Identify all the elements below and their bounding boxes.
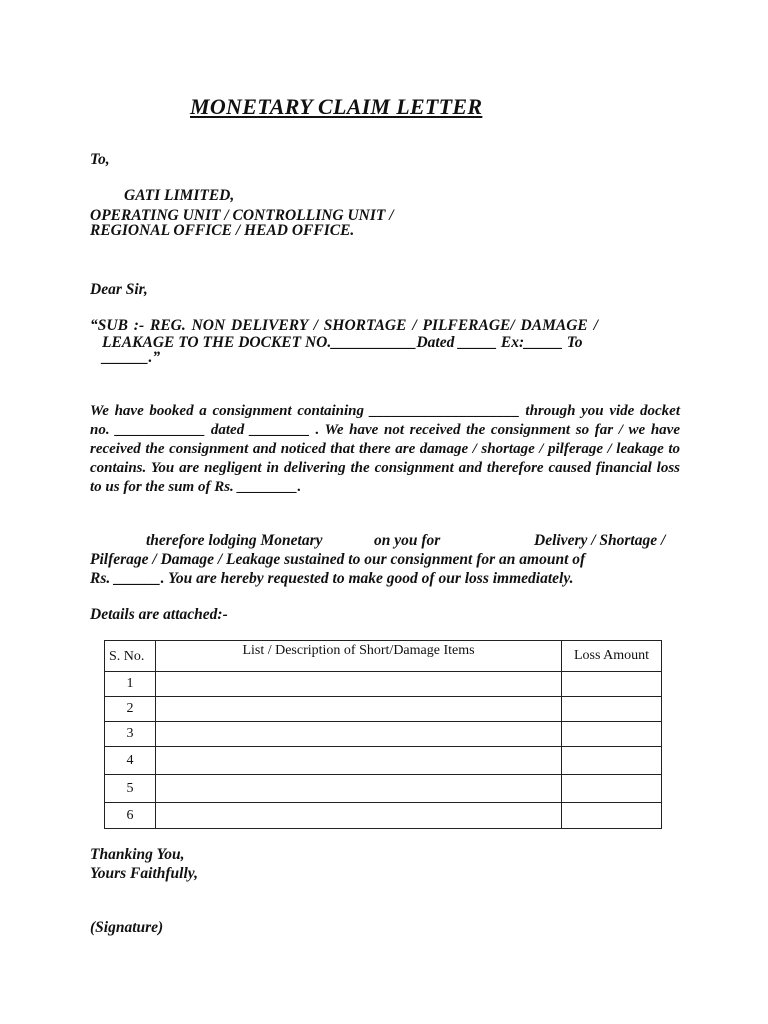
row-loss-amount <box>562 803 662 829</box>
page-title: MONETARY CLAIM LETTER <box>190 94 483 119</box>
table-row <box>105 722 662 747</box>
paragraph2-part2: on you for <box>374 532 441 549</box>
closing-yours: Yours Faithfully, <box>90 865 198 882</box>
row-loss-amount <box>562 697 662 722</box>
row-description <box>156 697 562 722</box>
items-table <box>104 640 662 829</box>
row-loss-amount <box>562 722 662 747</box>
row-number: 1 <box>105 672 156 697</box>
to-label: To, <box>90 151 110 168</box>
row-loss-amount <box>562 672 662 697</box>
salutation: Dear Sir, <box>90 281 148 298</box>
row-number: 2 <box>105 697 156 722</box>
subject-line-2: LEAKAGE TO THE DOCKET NO.___________Dated _____ Ex:_____ To <box>102 334 583 351</box>
paragraph2-line2: Pilferage / Damage / Leakage sustained to our consignment for an amount of <box>90 551 586 568</box>
table-row <box>105 747 662 775</box>
table-row <box>105 775 662 803</box>
address-line-1: GATI LIMITED, <box>124 187 235 204</box>
table-row <box>105 697 662 722</box>
row-description <box>156 672 562 697</box>
paragraph2-line3: Rs. ______. You are hereby requested to make good of our loss immediately. <box>90 570 574 587</box>
row-number: 4 <box>105 747 156 775</box>
header-description: List / Description of Short/Damage Items <box>156 641 562 672</box>
paragraph2-part1: therefore lodging Monetary <box>146 532 323 549</box>
row-description <box>156 775 562 803</box>
row-number: 3 <box>105 722 156 747</box>
table-header-row <box>105 641 662 672</box>
row-loss-amount <box>562 775 662 803</box>
row-loss-amount <box>562 747 662 775</box>
row-description <box>156 722 562 747</box>
closing-thanks: Thanking You, <box>90 846 185 863</box>
table-row <box>105 672 662 697</box>
subject-line-1: “SUB :- REG. NON DELIVERY / SHORTAGE / PILFERAGE/ DAMAGE / <box>90 317 598 334</box>
header-sno: S. No. <box>105 641 156 672</box>
row-description <box>156 803 562 829</box>
table-row <box>105 803 662 829</box>
row-description <box>156 747 562 775</box>
header-loss-amount: Loss Amount <box>562 641 662 672</box>
row-number: 6 <box>105 803 156 829</box>
address-line-2: OPERATING UNIT / CONTROLLING UNIT / <box>90 207 394 224</box>
details-label: Details are attached:- <box>90 606 228 623</box>
subject-line-3: ______.” <box>102 349 161 366</box>
row-number: 5 <box>105 775 156 803</box>
signature-label: (Signature) <box>90 919 164 936</box>
paragraph2-part3: Delivery / Shortage / <box>534 532 666 549</box>
paragraph-claim-details: We have booked a consignment containing ____________________ through you vide docket no. ____________ dated ________ . We have not received the consignment so far / we have received the consignment and noticed that there are damage / shortage / pilferage / leakage to contains. You are negligent in delivering the consignment and therefore caused financial loss to us for the sum of Rs. ________. <box>90 403 680 495</box>
address-line-3: REGIONAL OFFICE / HEAD OFFICE. <box>90 222 355 239</box>
